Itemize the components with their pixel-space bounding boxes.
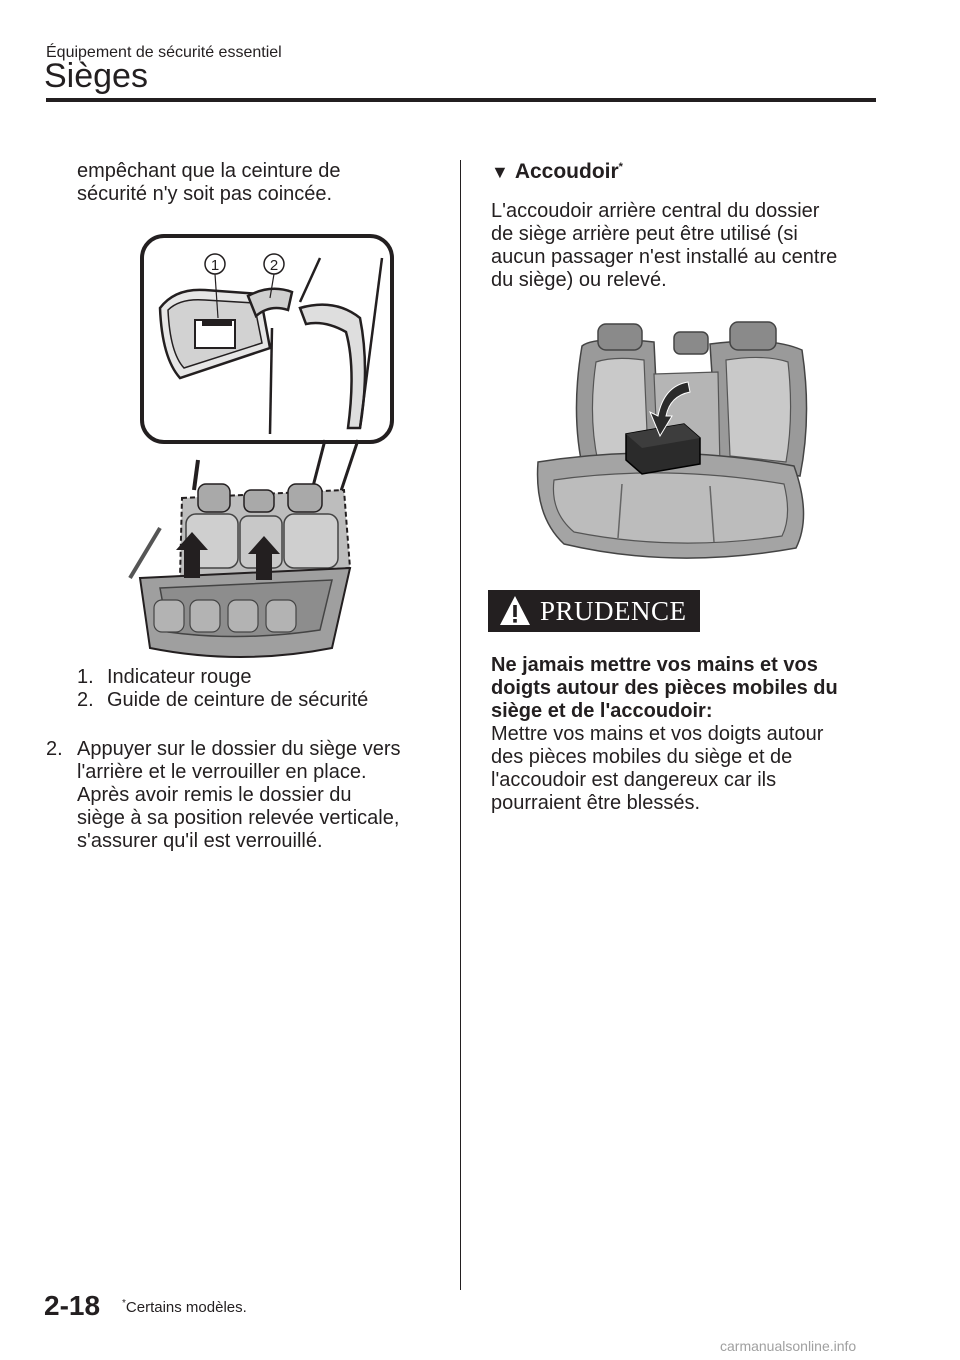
intro-text xyxy=(77,160,341,206)
breadcrumb: Équipement de sécurité essentiel xyxy=(46,44,282,61)
callout-1-label: 1 xyxy=(210,257,220,274)
legend-num: 1. xyxy=(77,666,94,688)
caution-bold-line: doigts autour des pièces mobiles du xyxy=(491,677,838,699)
caution-label: PRUDENCE xyxy=(540,595,687,626)
para-line: de siège arrière peut être utilisé (si xyxy=(491,223,798,245)
caution-line: pourraient être blessés. xyxy=(491,792,701,814)
step-number: 2. xyxy=(46,738,63,760)
watermark: carmanualsonline.info xyxy=(720,1338,857,1354)
legend xyxy=(77,666,368,712)
step-line: l'arrière et le verrouiller en place. xyxy=(77,761,367,783)
footnote-text: Certains modèles. xyxy=(125,1299,247,1316)
caution-bold-line: Ne jamais mettre vos mains et vos xyxy=(491,654,818,676)
footnote-asterisk: * xyxy=(122,1298,126,1309)
step-line: Après avoir remis le dossier du xyxy=(77,784,352,806)
step-line: s'assurer qu'il est verrouillé. xyxy=(77,830,323,852)
para-line: aucun passager n'est installé au centre xyxy=(491,246,838,268)
heading-text: Accoudoir xyxy=(514,160,619,183)
intro-line: empêchant que la ceinture de xyxy=(77,160,341,182)
legend-text: Indicateur rouge xyxy=(107,666,252,688)
column-divider xyxy=(460,160,461,1290)
triangle-down-icon: ▼ xyxy=(491,162,509,182)
step-line: siège à sa position relevée verticale, xyxy=(77,807,400,829)
step-line: Appuyer sur le dossier du siège vers xyxy=(77,738,401,760)
title-rule xyxy=(46,98,876,102)
caution-bold-line: siège et de l'accoudoir: xyxy=(491,700,713,722)
para-line: L'accoudoir arrière central du dossier xyxy=(491,200,820,222)
step-2 xyxy=(46,738,401,853)
intro-line: sécurité n'y soit pas coincée. xyxy=(77,183,333,205)
caution-text xyxy=(491,654,838,815)
caution-banner xyxy=(488,590,700,632)
armrest-illustration xyxy=(534,316,808,568)
legend-item xyxy=(77,689,368,712)
seat-fold-illustration xyxy=(120,228,410,668)
legend-num: 2. xyxy=(77,689,94,711)
accoudoir-heading xyxy=(491,160,623,184)
caution-line: Mettre vos mains et vos doigts autour xyxy=(491,723,824,745)
legend-item xyxy=(77,666,368,689)
caution-line: l'accoudoir est dangereux car ils xyxy=(491,769,777,791)
callout-2-label: 2 xyxy=(269,257,279,274)
warning-icon xyxy=(498,594,532,628)
caution-line: des pièces mobiles du siège et de xyxy=(491,746,793,768)
footnote xyxy=(122,1298,247,1316)
legend-text: Guide de ceinture de sécurité xyxy=(107,689,369,711)
page-number: 2-18 xyxy=(44,1290,101,1321)
para-line: du siège) ou relevé. xyxy=(491,269,667,291)
heading-asterisk: * xyxy=(618,161,623,173)
page-title: Sièges xyxy=(44,57,148,95)
accoudoir-paragraph xyxy=(491,200,837,292)
